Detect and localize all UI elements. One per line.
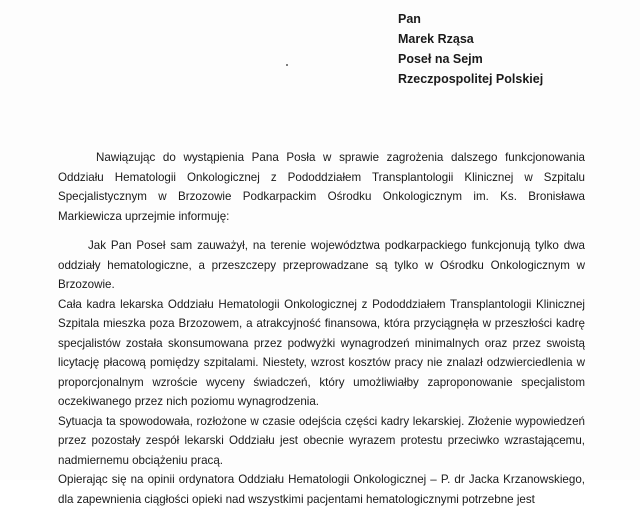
paragraph-ordinator-opinion: Opierając się na opinii ordynatora Oddziału Hematologii Onkologicznej – P. dr Jacka Krzanowskiego, dla zapewnienia ciągłości opieki nad wszystkimi pacjentami hematologicznymi potrzebne jest [58,473,585,506]
paragraph-resignations: Sytuacja ta spowodowała, rozłożone w czasie odejścia części kadry lekarskiej. Złożenie wypowiedzeń przez pozostały zespół lekarski Oddziału jest obecnie wyrazem protestu przeciwko wzrastającemu, nadmiernemu obciążeniu pracą. [58,414,585,467]
paragraph-intro: Nawiązując do wystąpienia Pana Posła w sprawie zagrożenia dalszego funkcjonowania Oddziału Hematologii Onkologicznej z Pododdziałem Transplantologii Klinicznej w Szpitalu Specjalistycznym w Brzozowie Podkarpackim Ośrodku Onkologicznym im. Ks. Bronisława Markiewicza uprzejmie informuję: [58,151,585,223]
scan-speck [286,64,288,66]
letter-body [58,148,585,509]
paragraph-gap [58,226,585,236]
addressee-title: Poseł na Sejm [398,52,483,66]
addressee-name: Marek Rząsa [398,32,474,46]
paragraph-medical-staff: Cała kadra lekarska Oddziału Hematologii Onkologicznej z Pododdziałem Transplantologii Klinicznej Szpitala mieszka poza Brzozowem, a atrakcyjność finansowa, która przyciągnęła w przeszłości kadrę specjalistów została skonsumowana przez podwyżki wynagrodzeń minimalnych oraz przez swoistą licytację płacową pomiędzy szpitalami. Niestety, wzrost kosztów pracy nie znalazł odzwierciedlenia w proporcjonalnym wzroście wyceny świadczeń, który umożliwiałby zaproponowanie specjalistom oczekiwanego przez nich poziomu wynagrodzenia. [58,297,585,408]
addressee-block [398,9,543,89]
paragraph-hematology-wards: Jak Pan Poseł sam zauważył, na terenie województwa podkarpackiego funkcjonują tylko dwa oddziały hematologiczne, a przeszczepy przeprowadzane są tylko w Ośrodku Onkologicznym w Brzozowie. [58,239,585,291]
addressee-country: Rzeczpospolitej Polskiej [398,72,544,86]
addressee-salutation: Pan [398,12,421,26]
